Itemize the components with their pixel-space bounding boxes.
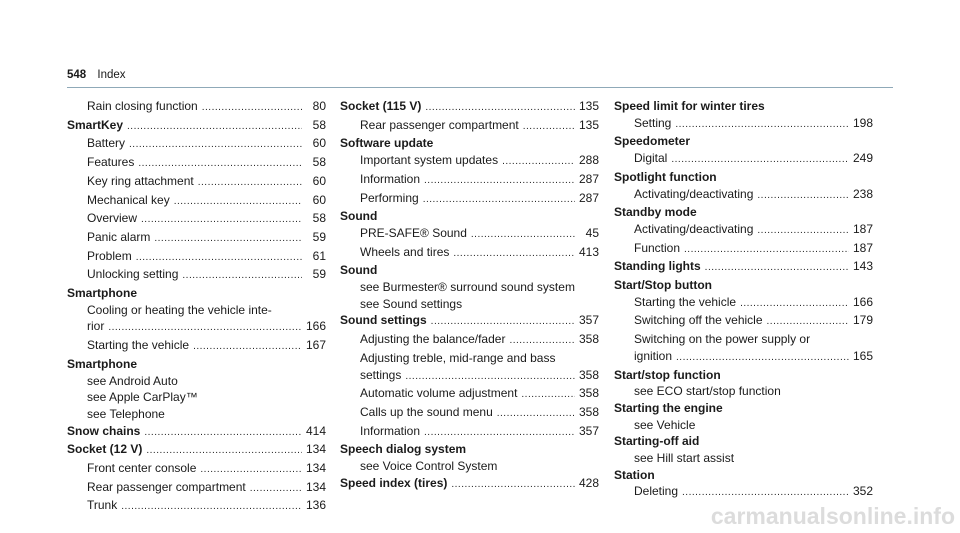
index-heading [614,98,873,115]
entry-text: Information [360,423,421,438]
entry-text: Software update [340,136,434,151]
leader-dots [423,192,575,209]
entry-text: Battery [87,136,126,151]
index-entry [67,318,326,337]
entry-text: Standing lights [614,259,701,274]
leader-dots [138,156,302,173]
entry-text: Wheels and tires [360,244,450,259]
page-reference[interactable]: 357 [578,423,599,438]
leader-dots [202,100,302,117]
index-entry [67,389,326,406]
entry-text: Speed index (tires) [340,475,448,490]
leader-dots [431,314,575,331]
index-entry [67,229,326,248]
entry-text: ignition [634,348,673,363]
entry-text: Important system updates [360,153,499,168]
page-reference[interactable]: 287 [578,190,599,205]
page-reference[interactable]: 287 [578,171,599,186]
page-reference[interactable]: 414 [305,423,326,438]
entry-text: Key ring attachment [87,173,194,188]
page-number: 548 [67,69,87,81]
page-reference[interactable]: 134 [305,442,326,457]
entry-text: Features [87,155,135,170]
entry-text: see Voice Control System [360,459,498,474]
index-heading [340,135,599,152]
entry-text: settings [360,367,402,382]
page-reference[interactable]: 167 [305,338,326,353]
leader-dots [250,481,302,498]
entry-text: Socket (12 V) [67,442,143,457]
index-entry [614,331,873,348]
leader-dots [200,462,302,479]
entry-text: Unlocking setting [87,267,179,282]
page-reference[interactable]: 166 [305,319,326,334]
page-reference[interactable]: 134 [305,461,326,476]
index-heading [614,204,873,221]
entry-text: Socket (115 V) [340,99,422,113]
leader-dots [405,369,575,386]
leader-dots [675,117,849,134]
leader-dots [451,477,575,494]
entry-text: see Vehicle [634,417,696,432]
page-reference[interactable]: 61 [312,248,326,263]
entry-text: SmartKey [67,117,124,132]
page-reference[interactable]: 58 [312,211,326,226]
entry-text: Smartphone [67,286,138,301]
entry-text: Speed limit for winter tires [614,99,765,113]
index-heading [67,285,326,302]
leader-dots [424,173,575,190]
index-heading [340,262,599,279]
entry-text: see Apple CarPlay™ [87,390,198,405]
page-reference[interactable]: 165 [852,348,873,363]
entry-text: Problem [87,248,132,263]
page-reference[interactable]: 134 [305,479,326,494]
index-heading [614,367,873,384]
entry-text: see Android Auto [87,373,178,388]
index-entry [614,150,873,169]
index-entry [67,266,326,285]
entry-text: Mechanical key [87,192,170,207]
index-entry [340,279,599,296]
page-reference[interactable]: 60 [312,173,326,188]
page-reference[interactable]: 60 [312,192,326,207]
index-entry [614,383,873,400]
index-heading [67,441,326,460]
index-entry [340,190,599,209]
entry-text: Front center console [87,461,197,476]
index-entry [614,240,873,259]
entry-text: Starting-off aid [614,434,700,449]
entry-text: Station [614,467,655,482]
entry-text: Standby mode [614,205,697,220]
page-reference[interactable]: 238 [852,186,873,201]
leader-dots [757,188,849,205]
entry-text: Smartphone [67,356,138,371]
leader-dots [676,350,849,367]
entry-text: Digital [634,151,668,166]
entry-text: see Burmester® surround sound system [360,280,575,295]
index-heading [614,400,873,417]
page-reference[interactable]: 288 [578,153,599,168]
entry-text: Setting [634,115,672,130]
leader-dots [198,175,302,192]
leader-dots [521,387,575,404]
page-reference[interactable]: 136 [305,498,326,513]
index-column-1 [67,98,326,516]
page-reference[interactable]: 358 [578,404,599,419]
entry-text: PRE-SAFE® Sound [360,225,467,240]
index-heading [614,467,873,484]
index-entry [340,458,599,475]
leader-dots [127,119,302,136]
header-divider [67,87,893,88]
leader-dots [146,443,302,460]
leader-dots [174,194,302,211]
entry-text: Starting the engine [614,400,723,415]
index-entry [67,373,326,390]
leader-dots [740,296,849,313]
index-heading [340,441,599,458]
page-reference[interactable]: 143 [852,259,873,274]
entry-text: Switching on the power supply or [634,332,811,347]
page-reference[interactable]: 58 [312,155,326,170]
index-heading [67,356,326,373]
leader-dots [471,227,575,244]
entry-text: Function [634,240,681,255]
index-entry [67,192,326,211]
page-reference[interactable]: 187 [852,240,873,255]
entry-text: Panic alarm [87,229,151,244]
entry-text: see Sound settings [360,296,463,311]
entry-text: Spotlight function [614,169,717,184]
page-reference[interactable]: 358 [578,386,599,401]
index-entry [614,417,873,434]
page-reference[interactable]: 358 [578,367,599,382]
entry-text: Speech dialog system [340,442,467,457]
entry-text: Start/Stop button [614,278,712,293]
entry-text: see Hill start assist [634,451,735,466]
index-entry [340,244,599,263]
entry-text: Snow chains [67,423,141,438]
index-entry [340,404,599,423]
index-entry [614,348,873,367]
index-entry [614,294,873,313]
index-entry [340,385,599,404]
entry-text: Rain closing function [87,99,198,113]
page-reference[interactable]: 249 [852,151,873,166]
index-heading [614,277,873,294]
page-reference[interactable]: 166 [852,294,873,309]
index-entry [340,225,599,244]
leader-dots [705,260,849,277]
index-entry [67,210,326,229]
entry-text: rior [87,319,105,334]
leader-dots [136,250,302,267]
index-entry [67,135,326,154]
entry-text: Rear passenger compartment [360,117,519,132]
entry-text: Information [360,171,421,186]
index-entry [67,460,326,479]
index-entry [614,450,873,467]
page-reference[interactable]: 45 [585,225,599,240]
page-reference[interactable]: 187 [852,221,873,236]
page-reference[interactable]: 60 [312,136,326,151]
entry-text: Cooling or heating the vehicle inte- [87,302,272,317]
leader-dots [682,485,849,502]
entry-text: Switching off the vehicle [634,313,763,328]
page-reference[interactable]: 413 [578,244,599,259]
leader-dots [425,100,575,117]
entry-text: Calls up the sound menu [360,404,493,419]
entry-text: Activating/deactivating [634,221,754,236]
leader-dots [509,333,575,350]
leader-dots [144,425,302,442]
index-heading [67,423,326,442]
index-entry [340,423,599,442]
index-entry [67,479,326,498]
leader-dots [129,137,302,154]
leader-dots [523,119,575,136]
entry-text: Activating/deactivating [634,186,754,201]
index-column-3 [614,98,873,502]
leader-dots [108,320,302,337]
leader-dots [182,268,302,285]
entry-text: Starting the vehicle [634,294,737,309]
index-entry [67,406,326,423]
index-heading [340,208,599,225]
page-header [67,69,126,81]
entry-text: Trunk [87,498,118,513]
index-heading [340,475,599,494]
index-entry [67,173,326,192]
page-reference[interactable]: 58 [312,117,326,132]
page-reference[interactable]: 59 [312,267,326,282]
index-entry [340,152,599,171]
leader-dots [154,231,302,248]
page-reference[interactable]: 357 [578,313,599,328]
index-entry [67,154,326,173]
leader-dots [497,406,575,423]
index-entry [67,497,326,516]
index-entry [340,296,599,313]
entry-text: Overview [87,211,138,226]
entry-text: Automatic volume adjustment [360,386,518,401]
index-entry [67,337,326,356]
section-title: Index [97,69,126,81]
entry-text: Performing [360,190,419,205]
entry-text: see Telephone [87,406,165,421]
index-heading [614,433,873,450]
leader-dots [684,242,849,259]
index-heading [340,98,599,117]
index-entry [614,312,873,331]
entry-text: Sound [340,209,378,224]
page-reference[interactable]: 428 [578,475,599,490]
index-entry [67,98,326,117]
page-reference[interactable]: 179 [852,313,873,328]
page-reference[interactable]: 352 [852,484,873,499]
entry-text: see ECO start/stop function [634,384,781,399]
index-column-2 [340,98,599,493]
index-heading [614,258,873,277]
index-entry [340,331,599,350]
leader-dots [757,223,849,240]
leader-dots [767,314,849,331]
index-entry [614,483,873,502]
leader-dots [502,154,575,171]
index-heading [614,169,873,186]
page-reference[interactable]: 135 [578,117,599,132]
entry-text: Sound [340,263,378,278]
leader-dots [141,212,302,229]
index-entry [614,186,873,205]
index-entry [614,115,873,134]
entry-text: Speedometer [614,134,691,149]
entry-text: Adjusting treble, mid-range and bass [360,350,556,365]
index-entry [614,221,873,240]
page-reference[interactable]: 59 [312,229,326,244]
index-entry [340,117,599,136]
index-entry [340,350,599,367]
page-reference[interactable]: 80 [312,99,326,113]
entry-text: Rear passenger compartment [87,479,246,494]
watermark: carmanualsonline.info [710,503,955,529]
page-reference[interactable]: 358 [578,332,599,347]
leader-dots [424,425,575,442]
leader-dots [193,339,302,356]
entry-text: Sound settings [340,313,427,328]
index-entry [67,302,326,319]
index-entry [340,171,599,190]
index-heading [614,133,873,150]
entry-text: Adjusting the balance/fader [360,332,506,347]
index-entry [67,248,326,267]
page-reference[interactable]: 135 [578,99,599,113]
index-heading [67,117,326,136]
page-reference[interactable]: 198 [852,115,873,130]
index-entry [340,367,599,386]
entry-text: Starting the vehicle [87,338,190,353]
leader-dots [453,246,575,263]
entry-text: Start/stop function [614,367,721,382]
entry-text: Deleting [634,484,679,499]
leader-dots [671,152,849,169]
index-heading [340,312,599,331]
leader-dots [121,499,302,516]
